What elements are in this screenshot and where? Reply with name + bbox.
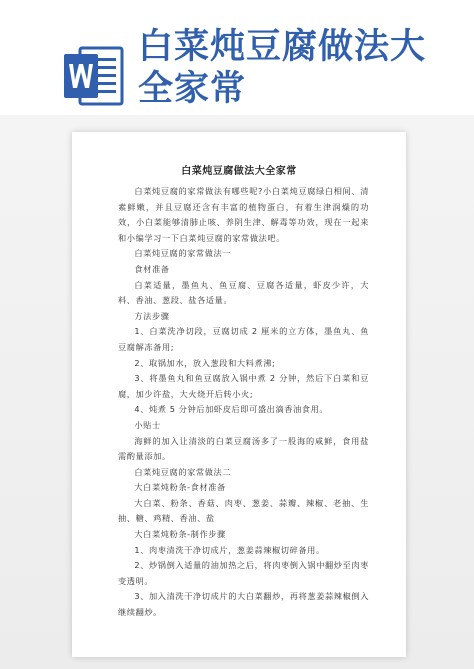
paragraph-ingredients: 白菜适量，墨鱼丸、鱼豆腐、豆腐各适量，虾皮少许，大料、香油、葱段、盐各适量。 <box>118 279 369 306</box>
heading-steps: 方法步骤 <box>134 310 170 321</box>
heading-tips: 小贴士 <box>134 419 161 430</box>
heading-steps-2: 大白菜炖粉条-制作步骤 <box>134 529 226 540</box>
step-2-1: 1、肉枣清洗干净切成片，葱姜蒜辣椒切碎备用。 <box>134 544 325 555</box>
paragraph-tips: 海鲜的加入让清淡的白菜豆腐汤多了一股海的咸鲜，食用盐需酌量添加。 <box>118 435 369 462</box>
heading-ingredients: 食材准备 <box>134 263 170 274</box>
preview-header <box>0 0 474 125</box>
heading-method-2: 白菜炖豆腐的家常做法二 <box>134 466 232 477</box>
heading-method-1: 白菜炖豆腐的家常做法一 <box>134 248 232 259</box>
document-page <box>72 132 406 657</box>
paragraph-intro: 白菜炖豆腐的家常做法有哪些呢?小白菜炖豆腐绿白相间、清素鲜嫩，并且豆腐还含有丰富的植物蛋白，有着生津润燥的功效，小白菜能够清肺止咳、养阴生津、解毒等功效，现在一起来和小编学习一下白菜炖豆腐的家常做法吧。 <box>118 186 369 243</box>
step-3: 3、将墨鱼丸和鱼豆腐放入锅中煮 2 分钟，然后下白菜和豆腐，加少许盐，大火烧开后转小火; <box>118 373 369 399</box>
heading-ingredients-2: 大白菜炖粉条-食材准备 <box>134 482 226 493</box>
step-2: 2、取锅加水，放入葱段和大料煮沸; <box>134 357 276 368</box>
word-icon <box>62 42 126 110</box>
preview-title-line-2: 全家常 <box>138 69 247 109</box>
document-title: 白菜炖豆腐做法大全家常 <box>181 166 297 177</box>
preview-title-line-1: 白菜炖豆腐做法大 <box>138 27 427 67</box>
paragraph-ingredients-2: 大白菜、粉条、香菇、肉枣、葱姜、蒜瓣、辣椒、老抽、生抽、糖、鸡精、香油、盐 <box>118 497 369 524</box>
step-1: 1、白菜洗净切段，豆腐切成 2 厘米的立方体，墨鱼丸、鱼豆腐解冻备用; <box>118 326 369 352</box>
document-body <box>118 184 369 621</box>
step-2-2: 2、炒锅倒入适量的油加热之后，将肉枣倒入锅中翻炒至肉枣变透明。 <box>118 560 369 586</box>
step-4: 4、炖煮 5 分钟后加虾皮后即可盛出滴香油食用。 <box>134 404 329 415</box>
step-2-3: 3、加入清洗干净切成片的大白菜翻炒，再将葱姜蒜辣椒倒入继续翻炒。 <box>118 591 369 618</box>
